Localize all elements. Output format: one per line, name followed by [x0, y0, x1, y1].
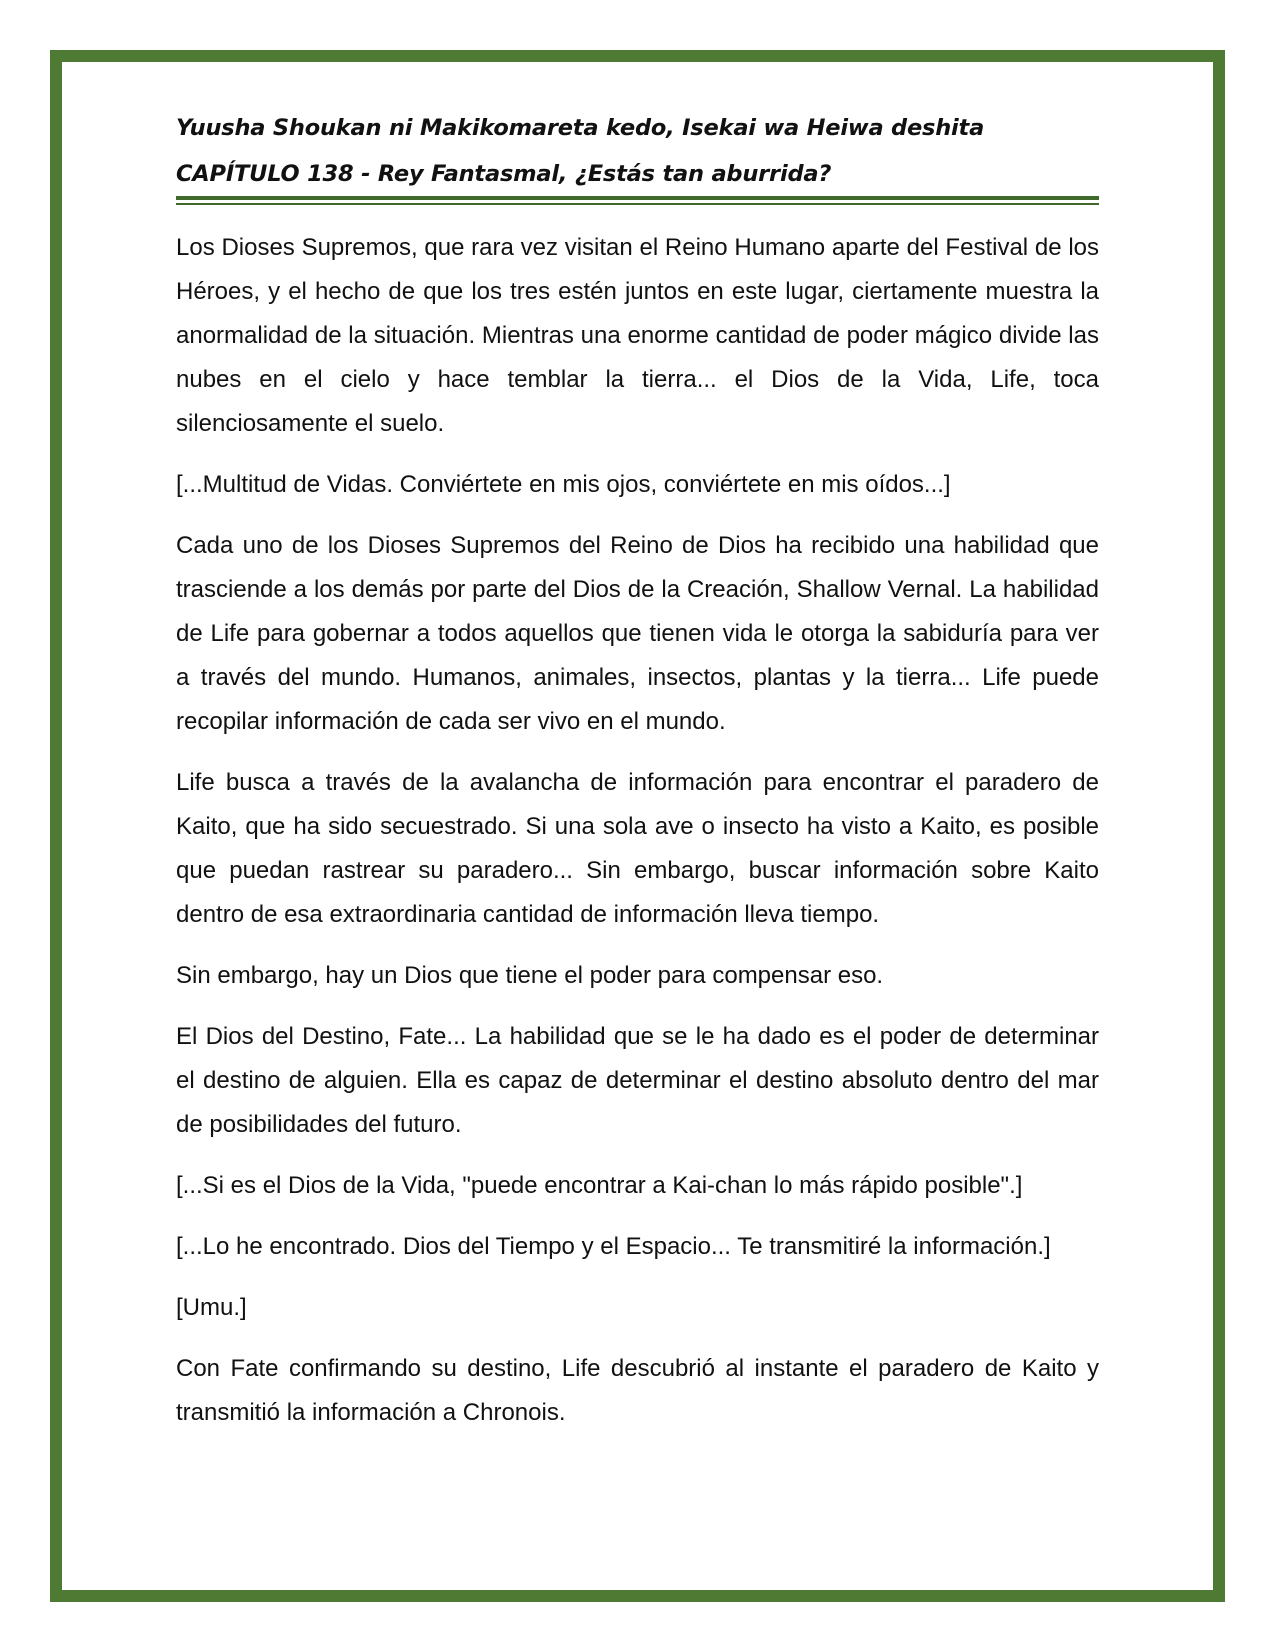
paragraph: [...Multitud de Vidas. Conviértete en mis ojos, conviértete en mis oídos...] — [176, 471, 951, 498]
paragraph: Cada uno de los Dioses Supremos del Reino de Dios ha recibido una habilidad que trasciende a los demás por parte del Dios de la Creación, Shallow Vernal. La habilidad de Life para gobernar a todos aquellos que tienen vida le otorga la sabiduría para ver a través del mundo. Humanos, animales, insectos, plantas y la tierra... Life puede recopilar información de cada ser vivo en el mundo. — [176, 532, 1099, 735]
paragraph: Life busca a través de la avalancha de información para encontrar el paradero de Kaito, que ha sido secuestrado. Si una sola ave o insecto ha visto a Kaito, es posible que puedan rastrear su paradero... Sin embargo, buscar información sobre Kaito dentro de esa extraordinaria cantidad de información lleva tiempo. — [176, 769, 1099, 928]
paragraph: [Umu.] — [176, 1294, 247, 1321]
chapter-body — [176, 226, 1099, 1435]
paragraph: Sin embargo, hay un Dios que tiene el poder para compensar eso. — [176, 962, 884, 989]
series-title: Yuusha Shoukan ni Makikomareta kedo, Isekai wa Heiwa deshita — [176, 115, 985, 141]
paragraph: Con Fate confirmando su destino, Life descubrió al instante el paradero de Kaito y transmitió la información a Chronois. — [176, 1355, 1099, 1426]
paragraph: [...Si es el Dios de la Vida, "puede encontrar a Kai-chan lo más rápido posible".] — [176, 1172, 1023, 1199]
paragraph: Los Dioses Supremos, que rara vez visitan el Reino Humano aparte del Festival de los Héroes, y el hecho de que los tres estén juntos en este lugar, ciertamente muestra la anormalidad de la situación. Mientras una enorme cantidad de poder mágico divide las nubes en el cielo y hace temblar la tierra... el Dios de la Vida, Life, toca silenciosamente el suelo. — [176, 234, 1099, 437]
document-content — [176, 112, 1099, 1452]
paragraph: El Dios del Destino, Fate... La habilidad que se le ha dado es el poder de determinar el destino de alguien. Ella es capaz de determinar el destino absoluto dentro del mar de posibilidades del futuro. — [176, 1023, 1099, 1138]
title-divider — [176, 196, 1099, 200]
chapter-title: CAPÍTULO 138 - Rey Fantasmal, ¿Estás tan aburrida? — [176, 161, 832, 187]
paragraph: [...Lo he encontrado. Dios del Tiempo y el Espacio... Te transmitiré la información.] — [176, 1233, 1051, 1260]
